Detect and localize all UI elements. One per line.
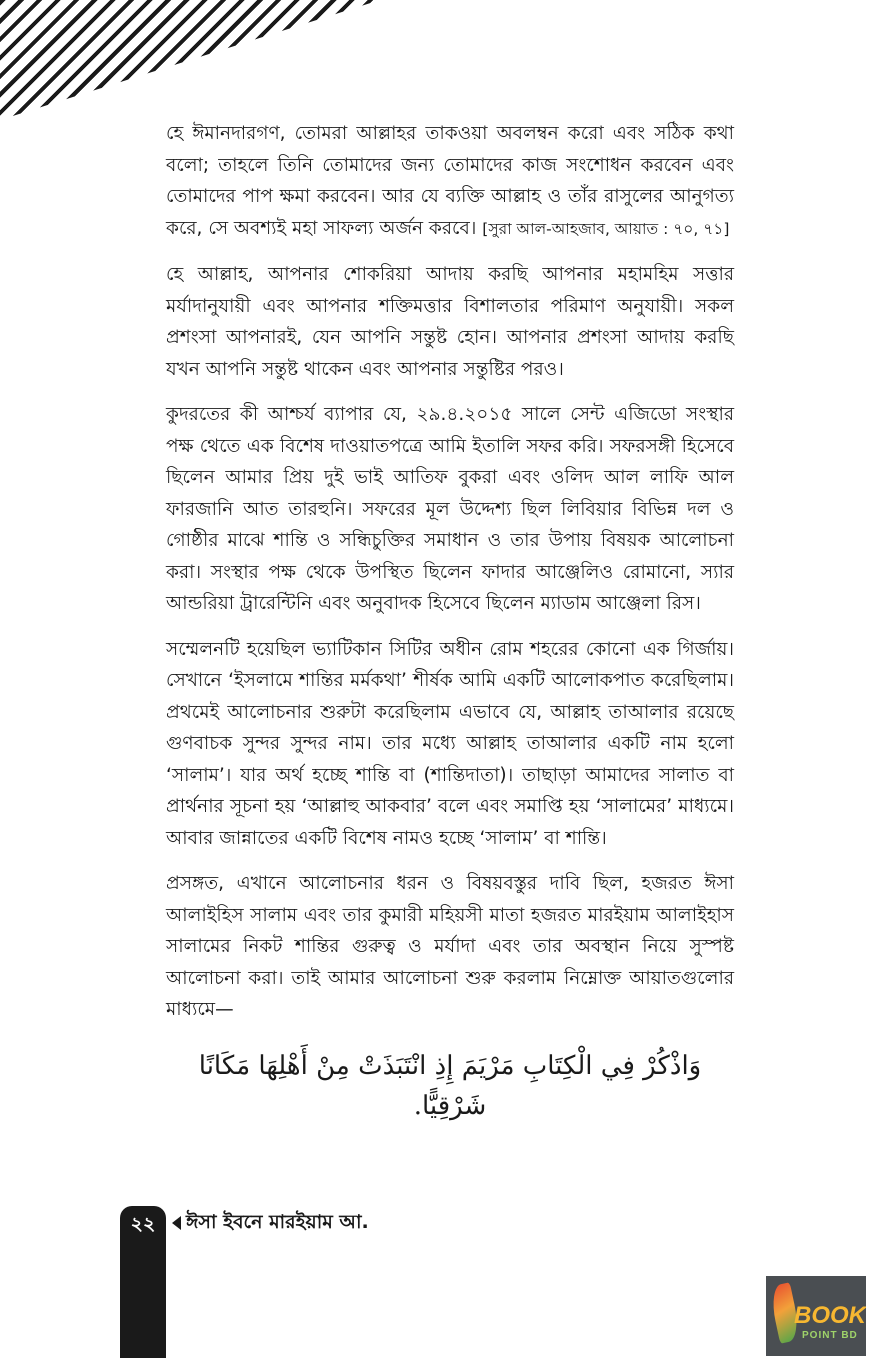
running-book-title: ঈসা ইবনে মারইয়াম আ. bbox=[186, 1211, 369, 1233]
logo-subtext: POINT BD bbox=[802, 1330, 858, 1341]
paragraph-1 bbox=[166, 118, 734, 245]
arabic-verse: وَاذْكُرْ فِي الْكِتَابِ مَرْيَمَ إِذِ انْتَبَذَتْ مِنْ أَهْلِهَا مَكَانًا شَرْقِيًّا. bbox=[198, 1050, 702, 1121]
paragraph-1-text: হে ঈমানদারগণ, তোমরা আল্লাহর তাকওয়া অবলম্বন করো এবং সঠিক কথা বলো; তাহলে তিনি তোমাদের জন্য তোমাদের কাজ সংশোধন করবেন এবং তোমাদের পাপ ক্ষমা করবেন। আর যে ব্যক্তি আল্লাহ ও তাঁর রাসুলের আনুগত্য করে, সে অবশ্যই মহা সাফল্য অর্জন করবে। bbox=[166, 123, 734, 239]
page-body bbox=[166, 118, 734, 1126]
paragraph-2: হে আল্লাহ, আপনার শোকরিয়া আদায় করছি আপনার মহামহিম সত্তার মর্যাদানুযায়ী এবং আপনার শক্তিমত্তার বিশালতার পরিমাণ অনুযায়ী। সকল প্রশংসা আপনারই, যেন আপনি সন্তুষ্ট হোন। আপনার প্রশংসা আদায় করছি যখন আপনি সন্তুষ্ট থাকেন এবং আপনার সন্তুষ্টির পরও। bbox=[166, 264, 734, 380]
paragraph-3: কুদরতের কী আশ্চর্য ব্যাপার যে, ২৯.৪.২০১৫ সালে সেন্ট এজিডো সংস্থার পক্ষ থেতে এক বিশেষ দাওয়াতপত্রে আমি ইতালি সফর করি। সফরসঙ্গী হিসেবে ছিলেন আমার প্রিয় দুই ভাই আতিফ বুকরা এবং ওলিদ আল লাফি আল ফারজানি আত তারহুনি। সফরের মূল উদ্দেশ্য ছিল লিবিয়ার বিভিন্ন দল ও গোষ্ঠীর মাঝে শান্তি ও সন্ধিচুক্তির সমাধান ও তার উপায় বিষয়ক আলোচনা করা। সংস্থার পক্ষ থেকে উপস্থিত ছিলেন ফাদার আঞ্জেলিও রোমানো, স্যার আন্ডরিয়া ট্রারেন্টিনি এবং অনুবাদক হিসেবে ছিলেন ম্যাডাম আঞ্জেলা রিস। bbox=[166, 404, 734, 614]
corner-stripes-decoration bbox=[0, 0, 380, 120]
quran-reference: [সুরা আল-আহজাব, আয়াত : ৭০, ৭১] bbox=[482, 219, 730, 238]
paragraph-5: প্রসঙ্গত, এখানে আলোচনার ধরন ও বিষয়বস্তুর দাবি ছিল, হজরত ঈসা আলাইহিস সালাম এবং তার কুমারী মহিয়সী মাতা হজরত মারইয়াম আলাইহাস সালামের নিকট শান্তির গুরুত্ব ও মর্যাদা এবং তার অবস্থান নিয়ে সুস্পষ্ট আলোচনা করা। তাই আমার আলোচনা শুরু করলাম নিম্নোক্ত আয়াতগুলোর মাধ্যমে— bbox=[166, 873, 734, 1020]
page-number: ২২ bbox=[130, 1213, 156, 1235]
logo-text: BOOK bbox=[794, 1302, 866, 1329]
paragraph-4: সম্মেলনটি হয়েছিল ভ্যাটিকান সিটির অধীন রোম শহরের কোনো এক গির্জায়। সেখানে ‘ইসলামে শান্তির মর্মকথা’ শীর্ষক আমি একটি আলোকপাত করেছিলাম। প্রথমেই আলোচনার শুরুটা করেছিলাম এভাবে যে, আল্লাহ তাআলার রয়েছে গুণবাচক সুন্দর সুন্দর নাম। তার মধ্যে আল্লাহ তাআলার একটি নাম হলো ‘সালাম’। যার অর্থ হচ্ছে শান্তি বা (শান্তিদাতা)। তাছাড়া আমাদের সালাত বা প্রার্থনার সূচনা হয় ‘আল্লাহু আকবার’ বলে এবং সমাপ্তি হয় ‘সালামের’ মাধ্যমে। আবার জান্নাতের একটি বিশেষ নামও হচ্ছে ‘সালাম’ বা শান্তি। bbox=[166, 638, 734, 849]
bookpoint-logo bbox=[766, 1276, 866, 1356]
left-arrow-icon bbox=[172, 1216, 181, 1230]
